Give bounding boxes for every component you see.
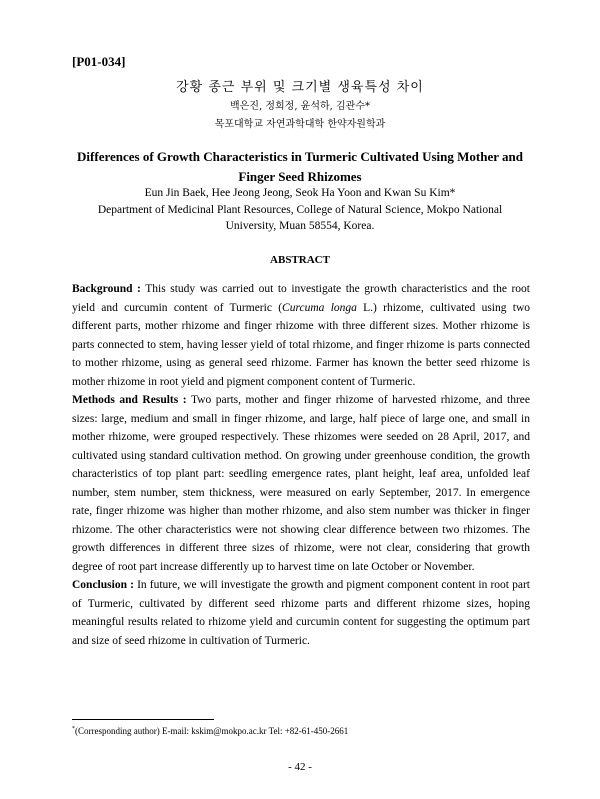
korean-affiliation: 목포대학교 자연과학대학 한약자원학과 [214, 119, 386, 130]
english-title: Differences of Growth Characteristics in Turmeric Cultivated Using Mother and Finger Seed Rhizomes [77, 149, 523, 184]
english-affiliation: Department of Medicinal Plant Resources, College of Natural Science, Mokpo National University, Muan 58554, Korea. [97, 204, 503, 232]
footnote [72, 726, 348, 736]
background-paragraph [72, 280, 530, 391]
species-name: Curcuma longa [282, 301, 357, 314]
conclusion-label: Conclusion : [72, 579, 134, 591]
footnote-marker: * [72, 726, 75, 732]
poster-code: [P01-034] [72, 54, 126, 69]
page-number: - 42 - [288, 761, 312, 773]
conclusion-text: In future, we will investigate the growth and pigment component content in root part of Turmeric, cultivated by different seed rhizome parts and different rhizome sizes, hoping meaningful results related to rhizome yield and curcumin content for suggesting the optimum part and size of seed rhizome in cultivation of Turmeric. [72, 579, 531, 647]
footnote-divider [72, 719, 214, 720]
abstract-body [72, 280, 530, 650]
english-authors: Eun Jin Baek, Hee Jeong Jeong, Seok Ha Yoon and Kwan Su Kim* [144, 187, 456, 199]
methods-paragraph [72, 391, 530, 576]
background-text-2: L.) rhizome, cultivated using two different parts, mother rhizome and finger rhizome with three different sizes. Mother rhizome is parts connected to stem, having lesser yield of total rhizome, and finger rhizome is parts connected to mother rhizome, using as general seed rhizome. Farmer has known the better seed rhizome is mother rhizome in root yield and pigment component content of Turmeric. [72, 301, 531, 388]
conclusion-paragraph [72, 576, 530, 650]
abstract-heading: ABSTRACT [270, 254, 330, 266]
background-label: Background : [72, 283, 141, 295]
background-text-1: This study was carried out to investigate the growth characteristics and the root yield and curcumin content of Turmeric ( [72, 283, 530, 314]
methods-text: Two parts, mother and finger rhizome of harvested rhizome, and three sizes: large, medium and small in finger rhizome, and large, half piece of large one, and small in mother rhizome, were grouped respectively. These rhizomes were seeded on 28 April, 2017, and cultivated using standard cultivation method. On growing under greenhouse condition, the growth characteristics of top plant part: seedling emergence rates, plant height, leaf area, unfolded leaf number, stem number, stem thickness, were measured on early September, 2017. In emergence rate, finger rhizome was higher than mother rhizome, and also stem number was thicker in finger rhizome. The other characteristics were not showing clear difference between two rhizomes. The growth differences in different three sizes of rhizome, were not clear, considering that growth degree of root part increase differently up to harvest time on late October or November. [72, 394, 530, 573]
korean-title: 강황 종근 부위 및 크기별 생육특성 차이 [176, 80, 424, 95]
korean-authors: 백은진, 정희정, 윤석하, 김관수* [230, 101, 370, 112]
footnote-text: (Corresponding author) E-mail: kskim@mokpo.ac.kr Tel: +82-61-450-2661 [75, 726, 349, 736]
methods-label: Methods and Results : [72, 394, 187, 406]
